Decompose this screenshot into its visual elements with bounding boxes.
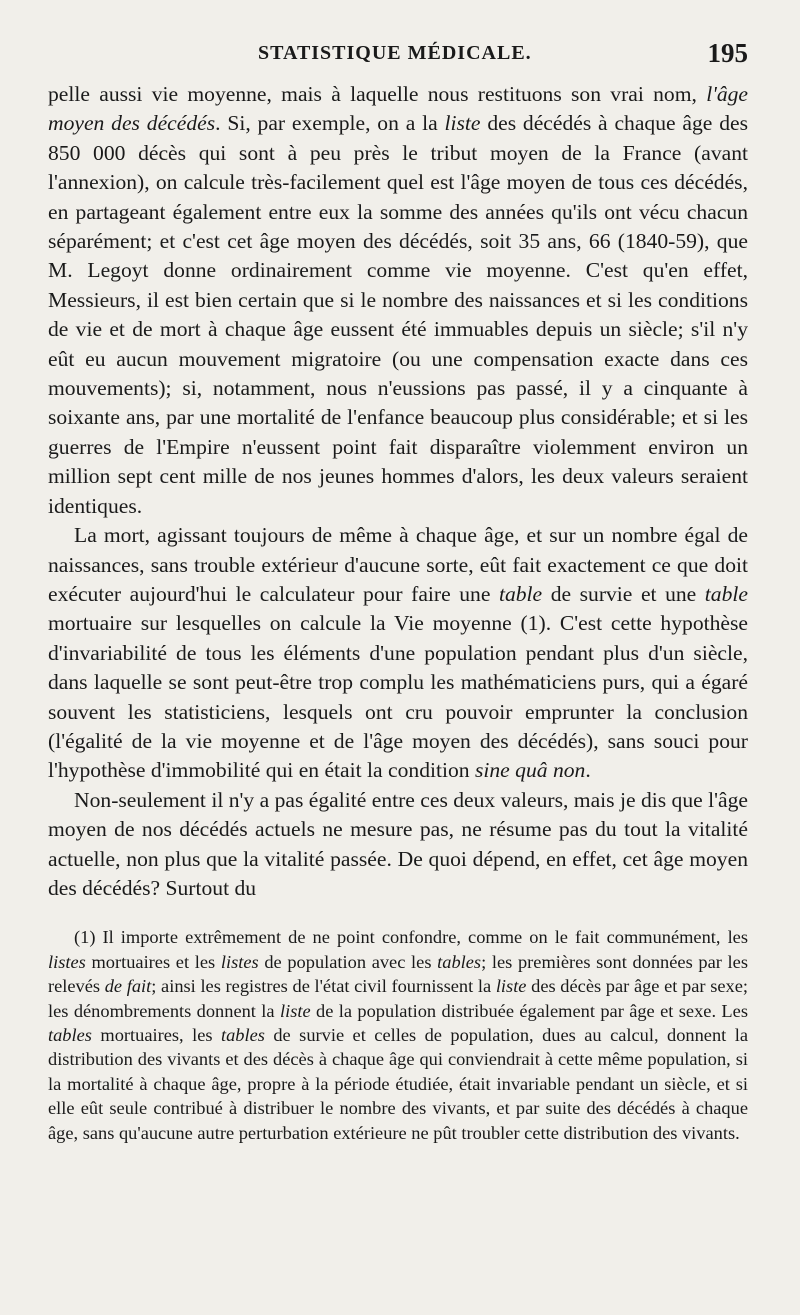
text-run: des décédés à chaque âge des 850 000 décès qui sont à peu près le tribut moyen de la France (avant l'annexion), on calcule très-facilement quel est l'âge moyen de tous ces décédés, en partageant également entre eux la somme des années qu'ils ont vécu chacun séparément; et c'est cet âge moyen des décédés, soit 35 ans, 66 (1840-59), que M. Legoyt donne ordinairement comme vie moyenne. C'est qu'en effet, Messieurs, il est bien certain que si le nombre des naissances et si les conditions de vie et de mort à chaque âge eussent été immuables depuis un siècle; s'il n'y eût eu aucun mouvement migratoire (ou une compensation exacte dans ces mouvements); si, notamment, nous n'eussions pas passé, il y a cinquante à soixante ans, par une mortalité de l'enfance beaucoup plus considérable; et si les guerres de l'Empire n'eussent point fait disparaître violemment environ un million sept cent mille de nos jeunes hommes d'alors, les deux valeurs seraient identiques. (48, 111, 748, 518)
italic-phrase: listes (220, 951, 259, 972)
italic-phrase: tables (48, 1025, 92, 1045)
text-run: des décès par âge et par sexe; les dénombrements donnent la (48, 976, 748, 1021)
italic-phrase: tables (437, 951, 482, 972)
paragraph-1 (48, 80, 748, 521)
text-run: . Si, par exemple, on a la (215, 111, 445, 136)
text-run: de la population distribuée également par âge et sexe. Les (310, 1000, 748, 1021)
page-number: 195 (707, 38, 748, 68)
italic-phrase: sine quâ non (474, 758, 586, 783)
italic-phrase: liste (279, 1000, 311, 1021)
text-run: ; ainsi les registres de l'état civil fournissent la (151, 976, 496, 997)
running-head (48, 38, 748, 80)
text-run: de population avec les (258, 951, 438, 972)
text-run: de survie et celles de population, dues au calcul, donnent la distribution des vivants et des décès à chaque âge qui conviendrait à cette même population, si la mortalité à chaque âge, propre à la période étudiée, était invariable pendant un siècle, et si elle eût seule contribué à distribuer le nombre des vivants, et par suite des décédés à chaque âge, sans qu'aucune autre perturbation extérieure ne pût troubler cette distribution des vivants. (48, 1025, 748, 1143)
text-run: mortuaires et les (85, 951, 221, 972)
italic-phrase: table (704, 581, 748, 606)
italic-phrase: l'âge moyen des décédés (48, 82, 748, 136)
text-run: La mort, agissant toujours de même à chaque âge, et sur un nombre égal de naissances, sans trouble extérieur d'aucune sorte, eût fait exactement ce que doit exécuter aujourd'hui le calculateur pour faire une (48, 523, 748, 606)
paragraph-2 (48, 521, 748, 786)
text-run: . (585, 758, 591, 783)
italic-phrase: listes (48, 951, 86, 972)
italic-phrase: liste (495, 976, 527, 997)
italic-phrase: liste (444, 111, 481, 136)
text-run: de survie et une (542, 581, 705, 606)
footnote-gap (48, 903, 748, 925)
body-text (48, 80, 748, 903)
italic-phrase: tables (220, 1025, 265, 1045)
text-run: mortuaires, les (91, 1025, 221, 1045)
footnote (48, 925, 748, 1145)
running-title: STATISTIQUE MÉDICALE. (258, 42, 532, 64)
text-run: mortuaire sur lesquelles on calcule la Vie moyenne (1). C'est cette hypothèse d'invariabilité de tous les éléments d'une population pendant plus d'un siècle, dans laquelle se sont peut-être trop complu les mathématiciens purs, qui a égaré souvent les statisticiens, lesquels ont cru pouvoir emprunter la conclusion (l'égalité de la vie moyenne et de l'âge moyen des décédés), sans souci pour l'hypothèse d'immobilité qui en était la condition (48, 611, 748, 783)
italic-phrase: table (498, 581, 543, 606)
text-run: (1) Il importe extrêmement de ne point confondre, comme on le fait communément, les (74, 927, 748, 948)
paragraph-3 (48, 786, 748, 904)
italic-phrase: de fait (104, 976, 152, 997)
text-run: ; les premières sont données par les relevés (48, 951, 748, 997)
text-run: Non-seulement il n'y a pas égalité entre ces deux valeurs, mais je dis que l'âge moyen de nos décédés actuels ne mesure pas, ne résume pas du tout la vitalité actuelle, non plus que la vitalité passée. De quoi dépend, en effet, cet âge moyen des décédés? Surtout du (48, 787, 748, 900)
text-run: pelle aussi vie moyenne, mais à laquelle nous restituons son vrai nom, (48, 82, 707, 106)
